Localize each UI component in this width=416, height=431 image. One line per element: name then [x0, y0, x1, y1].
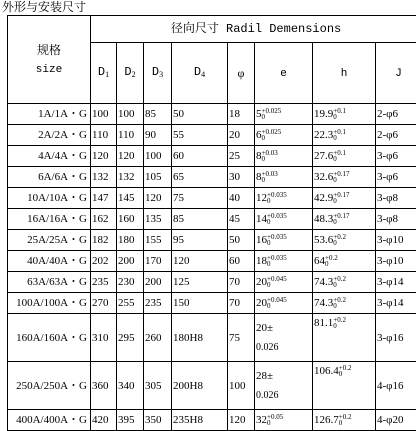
cell-d4: 235H8 — [172, 410, 228, 431]
cell-phi: 75 — [228, 314, 255, 362]
cell-h — [313, 293, 376, 314]
table-row — [8, 167, 416, 188]
cell-d4: 75 — [172, 188, 228, 209]
cell-h — [313, 125, 376, 146]
e-value-lower-deviation: 0 — [267, 261, 287, 267]
cell-d1: 420 — [91, 410, 117, 431]
h-value-tolerance — [333, 234, 346, 246]
cell-h — [313, 362, 376, 410]
cell-e — [255, 230, 313, 251]
table-row — [8, 230, 416, 251]
column-header-h — [313, 43, 376, 104]
h-value-upper-deviation: +0.17 — [333, 213, 349, 219]
cell-j: 3-φ16 — [376, 314, 416, 362]
cell-d1: 132 — [91, 167, 117, 188]
h-value-tolerance — [333, 213, 349, 225]
h-value-lower-deviation: 0 — [333, 303, 346, 309]
e-value-tolerance — [262, 150, 278, 162]
column-header-sub: 1 — [105, 70, 109, 79]
cell-phi: 40 — [228, 188, 255, 209]
e-value-base: 20 — [256, 276, 267, 288]
table-row — [8, 251, 416, 272]
cell-d3: 105 — [144, 167, 172, 188]
h-value-base: 126.7 — [314, 414, 339, 426]
cell-e — [255, 272, 313, 293]
h-value-lower-deviation: 0 — [333, 240, 346, 246]
cell-d2: 340 — [117, 362, 144, 410]
cell-d4: 200H8 — [172, 362, 228, 410]
column-header-sub: 2 — [132, 70, 136, 79]
dimensions-table — [7, 15, 416, 431]
cell-h — [313, 104, 376, 125]
cell-phi: 70 — [228, 293, 255, 314]
cell-phi: 25 — [228, 146, 255, 167]
cell-h — [313, 209, 376, 230]
h-value-lower-deviation: 0 — [333, 198, 349, 204]
cell-e-line: 28± — [256, 366, 311, 386]
e-value-base: 8 — [256, 150, 262, 162]
cell-e — [255, 362, 313, 410]
table-row — [8, 188, 416, 209]
e-value-lower-deviation: 0 — [267, 219, 287, 225]
table-row — [8, 209, 416, 230]
h-value-upper-deviation: +0.2 — [333, 317, 346, 323]
e-value-upper-deviation: +0.03 — [262, 171, 278, 177]
e-value-upper-deviation: +0.045 — [267, 297, 287, 303]
cell-d4: 95 — [172, 230, 228, 251]
cell-j: 3-φ10 — [376, 230, 416, 251]
e-value-base: 6 — [256, 129, 262, 141]
e-value — [256, 297, 287, 309]
cell-h — [313, 314, 376, 362]
cell-d3: 135 — [144, 209, 172, 230]
column-header-d3 — [144, 43, 172, 104]
h-value — [314, 192, 349, 204]
cell-phi: 60 — [228, 251, 255, 272]
cell-h — [313, 230, 376, 251]
cell-d1: 162 — [91, 209, 117, 230]
h-value-upper-deviation: +0.1 — [333, 150, 346, 156]
cell-j: 3-φ14 — [376, 272, 416, 293]
cell-j: 3-φ10 — [376, 251, 416, 272]
column-header-main: e — [280, 68, 287, 80]
e-value-tolerance — [267, 192, 287, 204]
e-value-upper-deviation: +0.035 — [267, 192, 287, 198]
table-row — [8, 146, 416, 167]
cell-e-line: 0.026 — [256, 386, 311, 406]
cell-j: 4-φ20 — [376, 410, 416, 431]
e-value-lower-deviation: 0 — [267, 420, 283, 426]
cell-d3: 85 — [144, 104, 172, 125]
cell-j: 2-φ6 — [376, 104, 416, 125]
column-header-main: h — [341, 68, 348, 80]
table-row — [8, 125, 416, 146]
cell-d3: 120 — [144, 188, 172, 209]
column-header-sub: 4 — [201, 70, 205, 79]
h-value — [314, 255, 338, 267]
cell-size: 4A/4A・G — [8, 146, 91, 167]
h-value-upper-deviation: +0.17 — [333, 171, 349, 177]
h-value-base: 74.3 — [314, 276, 333, 288]
e-value-upper-deviation: +0.035 — [267, 213, 287, 219]
cell-d1: 202 — [91, 251, 117, 272]
e-value-lower-deviation: 0 — [262, 177, 278, 183]
e-value-tolerance — [267, 297, 287, 309]
h-value-tolerance — [339, 365, 352, 377]
cell-h — [313, 146, 376, 167]
h-value-tolerance — [333, 317, 346, 329]
cell-d1: 360 — [91, 362, 117, 410]
cell-d4: 50 — [172, 104, 228, 125]
cell-size: 2A/2A・G — [8, 125, 91, 146]
cell-d3: 100 — [144, 146, 172, 167]
cell-d2: 230 — [117, 272, 144, 293]
h-value-tolerance — [333, 297, 346, 309]
cell-d4: 85 — [172, 209, 228, 230]
h-value-lower-deviation: 0 — [333, 114, 346, 120]
e-value-tolerance — [262, 108, 282, 120]
cell-phi: 70 — [228, 272, 255, 293]
e-value-base: 18 — [256, 255, 267, 267]
cell-d3: 260 — [144, 314, 172, 362]
h-value-base: 81.1 — [314, 317, 333, 329]
h-value-base: 32.6 — [314, 171, 333, 183]
h-value-lower-deviation: 0 — [333, 323, 346, 329]
table-row — [8, 272, 416, 293]
e-value-lower-deviation: 0 — [262, 114, 282, 120]
cell-d1: 147 — [91, 188, 117, 209]
h-value-upper-deviation: +0.2 — [333, 276, 346, 282]
cell-d3: 350 — [144, 410, 172, 431]
cell-d2: 100 — [117, 104, 144, 125]
cell-d2: 110 — [117, 125, 144, 146]
cell-phi: 100 — [228, 362, 255, 410]
cell-phi: 45 — [228, 209, 255, 230]
e-value-upper-deviation: +0.025 — [262, 129, 282, 135]
h-value-tolerance — [333, 171, 349, 183]
radial-dimensions-header — [91, 16, 416, 43]
e-value-base: 20 — [256, 297, 267, 309]
table-row — [8, 410, 416, 431]
column-header-main: D — [98, 65, 105, 79]
h-value-upper-deviation: +0.2 — [333, 234, 346, 240]
column-header-main: φ — [238, 66, 245, 80]
h-value-tolerance — [333, 108, 346, 120]
h-value-lower-deviation: 0 — [339, 420, 352, 426]
h-value — [314, 171, 349, 183]
spec-header-cell — [8, 16, 91, 104]
cell-size: 40A/40A・G — [8, 251, 91, 272]
cell-d2: 160 — [117, 209, 144, 230]
h-value — [314, 276, 346, 288]
page-title: 外形与安装尺寸 — [2, 0, 86, 14]
e-value — [256, 255, 287, 267]
column-header-main: J — [395, 68, 402, 80]
column-header-j — [376, 43, 416, 104]
cell-d1: 182 — [91, 230, 117, 251]
cell-d3: 235 — [144, 293, 172, 314]
cell-size: 100A/100A・G — [8, 293, 91, 314]
cell-j: 2-φ6 — [376, 125, 416, 146]
cell-d1: 270 — [91, 293, 117, 314]
cell-d2: 200 — [117, 251, 144, 272]
cell-d3: 305 — [144, 362, 172, 410]
h-value-tolerance — [333, 192, 349, 204]
e-value-base: 12 — [256, 192, 267, 204]
e-value-upper-deviation: +0.035 — [267, 255, 287, 261]
cell-d3: 90 — [144, 125, 172, 146]
cell-j: 3-φ8 — [376, 209, 416, 230]
cell-e — [255, 251, 313, 272]
cell-d4: 60 — [172, 146, 228, 167]
e-value — [256, 129, 281, 141]
cell-e — [255, 293, 313, 314]
cell-j: 3-φ14 — [376, 293, 416, 314]
e-value — [256, 150, 278, 162]
h-value-upper-deviation: +0.2 — [339, 414, 352, 420]
cell-j: 3-φ8 — [376, 188, 416, 209]
e-value-tolerance — [267, 213, 287, 225]
header-row-group — [8, 16, 416, 43]
h-value — [314, 414, 351, 426]
column-header-d1 — [91, 43, 117, 104]
cell-size: 6A/6A・G — [8, 167, 91, 188]
cell-e-line: 20± — [256, 318, 311, 338]
e-value-lower-deviation: 0 — [267, 198, 287, 204]
cell-phi: 50 — [228, 230, 255, 251]
h-value-upper-deviation: +0.2 — [325, 255, 338, 261]
e-value — [256, 192, 287, 204]
cell-d2: 395 — [117, 410, 144, 431]
column-header-phi — [228, 43, 255, 104]
e-value-lower-deviation: 0 — [262, 135, 282, 141]
cell-size: 63A/63A・G — [8, 272, 91, 293]
cell-size: 10A/10A・G — [8, 188, 91, 209]
cell-e — [255, 104, 313, 125]
h-value — [314, 234, 346, 246]
column-header-d2 — [117, 43, 144, 104]
e-value-upper-deviation: +0.045 — [267, 276, 287, 282]
cell-size: 160A/160A・G — [8, 314, 91, 362]
h-value-base: 42.9 — [314, 192, 333, 204]
cell-d2: 120 — [117, 146, 144, 167]
e-value-lower-deviation: 0 — [262, 156, 278, 162]
h-value-tolerance — [333, 276, 346, 288]
cell-d4: 180H8 — [172, 314, 228, 362]
cell-d2: 132 — [117, 167, 144, 188]
cell-e-line: 0.026 — [256, 338, 311, 358]
cell-e — [255, 125, 313, 146]
h-value-base: 19.9 — [314, 108, 333, 120]
e-value — [256, 234, 287, 246]
h-value-tolerance — [333, 129, 346, 141]
e-value-base: 5 — [256, 108, 262, 120]
h-value-base: 64 — [314, 255, 325, 267]
cell-d4: 65 — [172, 167, 228, 188]
cell-e — [255, 146, 313, 167]
cell-j: 3-φ6 — [376, 146, 416, 167]
h-value-base: 22.3 — [314, 129, 333, 141]
table-row — [8, 362, 416, 410]
h-value-lower-deviation: 0 — [333, 156, 346, 162]
h-value-base: 53.6 — [314, 234, 333, 246]
e-value-lower-deviation: 0 — [267, 282, 287, 288]
h-value-upper-deviation: +0.1 — [333, 108, 346, 114]
e-value-lower-deviation: 0 — [267, 303, 287, 309]
spec-header-cn: 规格 — [9, 40, 89, 60]
cell-d2: 180 — [117, 230, 144, 251]
e-value — [256, 171, 278, 183]
e-value-tolerance — [267, 255, 287, 267]
cell-d3: 200 — [144, 272, 172, 293]
h-value-tolerance — [339, 414, 352, 426]
cell-size: 400A/400A・G — [8, 410, 91, 431]
cell-phi: 120 — [228, 410, 255, 431]
h-value-base: 74.3 — [314, 297, 333, 309]
column-header-e — [255, 43, 313, 104]
table-row — [8, 314, 416, 362]
e-value-base: 8 — [256, 171, 262, 183]
cell-j: 3-φ6 — [376, 167, 416, 188]
cell-h — [313, 167, 376, 188]
h-value-lower-deviation: 0 — [333, 219, 349, 225]
cell-d1: 235 — [91, 272, 117, 293]
h-value-base: 48.3 — [314, 213, 333, 225]
cell-d3: 170 — [144, 251, 172, 272]
h-value — [314, 297, 346, 309]
column-header-main: D — [194, 65, 201, 79]
h-value-base: 106.4 — [314, 365, 339, 377]
e-value — [256, 276, 287, 288]
e-value-base: 14 — [256, 213, 267, 225]
cell-d2: 255 — [117, 293, 144, 314]
e-value — [256, 414, 283, 426]
e-value-base: 16 — [256, 234, 267, 246]
cell-d3: 155 — [144, 230, 172, 251]
e-value — [256, 213, 287, 225]
h-value-lower-deviation: 0 — [333, 135, 346, 141]
e-value-lower-deviation: 0 — [267, 240, 287, 246]
cell-e — [255, 314, 313, 362]
cell-h — [313, 188, 376, 209]
table-row — [8, 293, 416, 314]
h-value — [314, 150, 346, 162]
e-value-base: 32 — [256, 414, 267, 426]
h-value-lower-deviation: 0 — [333, 282, 346, 288]
cell-phi: 30 — [228, 167, 255, 188]
cell-e — [255, 188, 313, 209]
h-value — [314, 365, 351, 377]
cell-e — [255, 209, 313, 230]
cell-phi: 20 — [228, 125, 255, 146]
e-value-upper-deviation: +0.05 — [267, 414, 283, 420]
cell-d1: 110 — [91, 125, 117, 146]
h-value — [314, 213, 349, 225]
cell-size: 1A/1A・G — [8, 104, 91, 125]
h-value-upper-deviation: +0.2 — [333, 297, 346, 303]
column-header-sub: 3 — [159, 70, 163, 79]
e-value-upper-deviation: +0.03 — [262, 150, 278, 156]
e-value — [256, 108, 281, 120]
e-value-upper-deviation: +0.035 — [267, 234, 287, 240]
cell-d4: 125 — [172, 272, 228, 293]
cell-phi: 18 — [228, 104, 255, 125]
e-value-tolerance — [267, 234, 287, 246]
cell-e — [255, 167, 313, 188]
cell-j: 4-φ16 — [376, 362, 416, 410]
radial-dimensions-label: 径向尺寸 Radil Demensions — [171, 22, 341, 36]
h-value-tolerance — [325, 255, 338, 267]
e-value-tolerance — [262, 129, 282, 141]
h-value-lower-deviation: 0 — [325, 261, 338, 267]
h-value-lower-deviation: 0 — [339, 371, 352, 377]
cell-h — [313, 272, 376, 293]
cell-d4: 55 — [172, 125, 228, 146]
e-value-tolerance — [267, 276, 287, 288]
cell-size: 25A/25A・G — [8, 230, 91, 251]
cell-e — [255, 410, 313, 431]
column-header-main: D — [152, 65, 159, 79]
h-value-tolerance — [333, 150, 346, 162]
cell-d1: 120 — [91, 146, 117, 167]
table-row — [8, 104, 416, 125]
e-value-upper-deviation: +0.025 — [262, 108, 282, 114]
column-header-main: D — [124, 65, 131, 79]
h-value — [314, 317, 346, 329]
h-value-upper-deviation: +0.17 — [333, 192, 349, 198]
cell-h — [313, 410, 376, 431]
cell-d4: 150 — [172, 293, 228, 314]
cell-d2: 295 — [117, 314, 144, 362]
h-value — [314, 129, 346, 141]
column-header-d4 — [172, 43, 228, 104]
cell-d1: 100 — [91, 104, 117, 125]
cell-size: 250A/250A・G — [8, 362, 91, 410]
cell-d4: 120 — [172, 251, 228, 272]
h-value — [314, 108, 346, 120]
h-value-upper-deviation: +0.1 — [333, 129, 346, 135]
cell-size: 16A/16A・G — [8, 209, 91, 230]
e-value-tolerance — [267, 414, 283, 426]
cell-h — [313, 251, 376, 272]
spec-header-en: size — [9, 60, 89, 80]
e-value-tolerance — [262, 171, 278, 183]
h-value-base: 27.6 — [314, 150, 333, 162]
cell-d2: 145 — [117, 188, 144, 209]
h-value-upper-deviation: +0.2 — [339, 365, 352, 371]
h-value-lower-deviation: 0 — [333, 177, 349, 183]
cell-d1: 310 — [91, 314, 117, 362]
